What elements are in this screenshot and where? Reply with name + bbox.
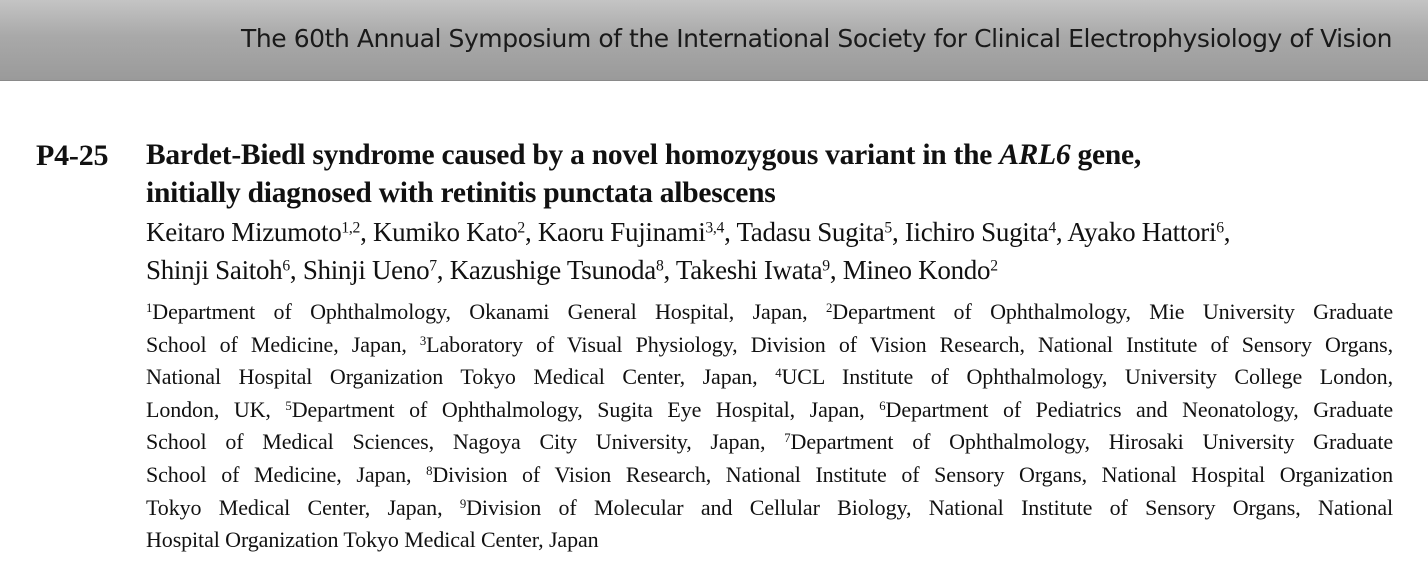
affiliation-line [146,296,1393,329]
affiliation-list [146,296,1393,557]
gene-name: ARL6 [999,139,1071,171]
abstract-title-line-1 [146,136,1396,174]
author [843,255,998,285]
affiliation-text: School of Medicine, Japan, [146,461,427,487]
affiliation-number: 9 [459,496,467,511]
affiliation-line [146,329,1393,362]
affiliation-marker: 2 [990,257,998,275]
header-band [0,0,1428,81]
affiliation-number: 3 [419,333,427,348]
affiliation-text: Laboratory of Visual Physiology, Division of Vision Research, National Institute of Sensory Organs, [426,331,1393,357]
affiliation-text: Department of Ophthalmology, Okanami General Hospital, Japan, [152,299,826,324]
affiliation-text: School of Medicine, Japan, [146,331,420,357]
affiliation-text: Hospital Organization Tokyo Medical Center, Japan [146,527,599,553]
author-list [146,213,1396,289]
abstract-body [146,136,1396,557]
affiliation-number: 1 [146,300,153,315]
affiliation-text: National Hospital Organization Tokyo Medical Center, Japan, [146,364,776,390]
author-name: Keitaro Mizumoto [146,217,342,247]
author [736,217,904,247]
author-name: Takeshi Iwata [675,255,823,285]
affiliation-marker: 6 [282,257,290,275]
affiliation-marker: 5 [884,219,892,237]
author-name: Kumiko Kato [372,217,518,247]
author [146,255,303,285]
author-line-2 [146,251,1396,289]
title-text-pre: Bardet-Biedl syndrome caused by a novel homozygous variant in the [146,139,1000,171]
title-text-post: gene, [1070,139,1141,171]
affiliation-number: 2 [826,300,833,315]
author-separator: , [1055,217,1068,247]
affiliation-marker: 9 [822,257,830,275]
affiliation-text: Tokyo Medical Center, Japan, [146,494,460,520]
author-separator: , [829,255,843,285]
affiliation-marker: 6 [1216,219,1224,237]
affiliation-text: Division of Vision Research, National Institute of Sensory Organs, National Hospital Organization [432,461,1393,487]
author-name: Mineo Kondo [842,255,991,285]
affiliation-line [146,492,1393,525]
author-name: Shinji Ueno [302,255,430,285]
symposium-title: The 60th Annual Symposium of the International Society for Clinical Electrophysiology of Vision [241,24,1392,53]
author [905,217,1067,247]
author [450,255,676,285]
author-name: Kaoru Fujinami [537,217,706,247]
affiliation-text: School of Medical Sciences, Nagoya City University, Japan, [146,429,785,455]
author [538,217,737,247]
affiliation-line [146,361,1393,394]
affiliation-text: Department of Ophthalmology, Mie University Graduate [832,299,1393,324]
author-separator: , [436,255,450,285]
affiliation-marker: 4 [1048,219,1056,237]
affiliation-marker: 2 [517,219,525,237]
abstract-title-line-2: initially diagnosed with retinitis punctata albescens [146,177,776,209]
affiliation-number: 5 [285,398,292,413]
author-line-1 [146,213,1396,251]
author-name: Iichiro Sugita [904,217,1049,247]
affiliation-marker: 7 [429,257,437,275]
author [303,255,450,285]
affiliation-line [146,426,1393,459]
affiliation-number: 7 [784,431,791,446]
author-separator: , [524,217,538,247]
affiliation-number: 6 [879,398,886,413]
author-separator: , [663,255,676,285]
author [676,255,843,285]
author-name: Ayako Hattori [1067,217,1217,247]
affiliation-marker: 3,4 [705,219,725,237]
affiliation-text: Division of Molecular and Cellular Biology, National Institute of Sensory Organs, National [466,494,1393,520]
author-separator: , [289,255,303,285]
author-separator: , [1223,217,1231,247]
affiliation-number: 8 [426,463,433,478]
author-separator: , [724,217,737,247]
abstract-title [146,136,1396,212]
author-name: Kazushige Tsunoda [449,255,656,285]
author-separator: , [891,217,905,247]
affiliation-line [146,394,1393,427]
affiliation-marker: 1,2 [341,219,361,237]
author [373,217,538,247]
author [1067,217,1230,247]
author [146,217,373,247]
author-separator: , [360,217,373,247]
affiliation-line [146,524,1393,557]
affiliation-marker: 8 [655,257,664,275]
affiliation-text: Department of Ophthalmology, Sugita Eye Hospital, Japan, [291,396,880,422]
abstract-id: P4-25 [36,139,109,172]
affiliation-text: London, UK, [146,396,286,422]
author-name: Tadasu Sugita [736,217,885,247]
affiliation-text: Department of Ophthalmology, Hirosaki University Graduate [790,429,1393,455]
affiliation-number: 4 [775,366,782,381]
affiliation-line [146,459,1393,492]
affiliation-text: Department of Pediatrics and Neonatology, Graduate [885,396,1394,422]
author-name: Shinji Saitoh [146,255,283,285]
affiliation-text: UCL Institute of Ophthalmology, University College London, [781,364,1393,390]
